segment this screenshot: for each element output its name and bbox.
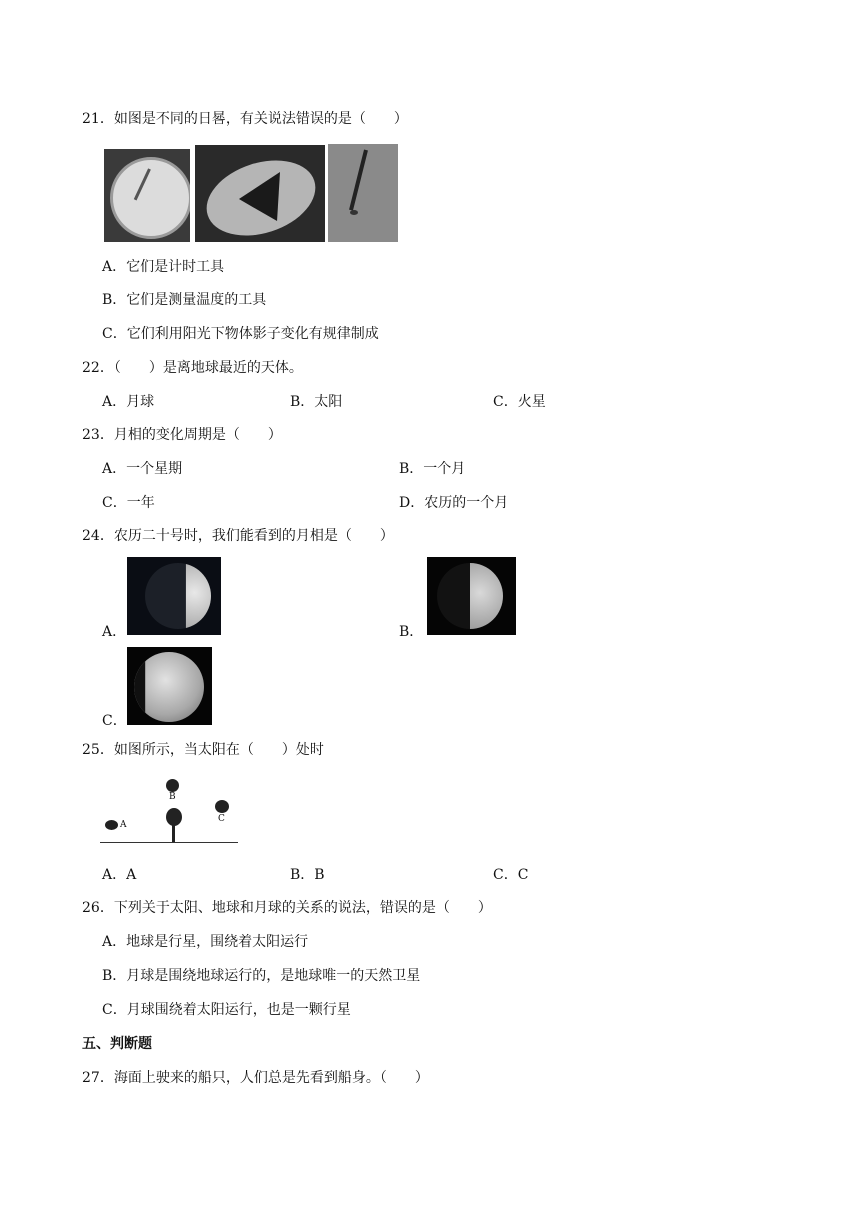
sun-b-icon bbox=[166, 779, 179, 792]
q22-option-c[interactable]: C．火星 bbox=[493, 394, 546, 410]
sundial-tilted-photo bbox=[195, 145, 325, 242]
label-a: A bbox=[120, 820, 127, 830]
sun-position-diagram bbox=[100, 775, 240, 847]
first-quarter-moon[interactable] bbox=[427, 557, 516, 635]
sun-c-icon bbox=[215, 800, 229, 813]
q24-option-c-label[interactable]: C． bbox=[102, 713, 127, 729]
question-21-stem: 21．如图是不同的日晷，有关说法错误的是（ ） bbox=[82, 111, 408, 127]
section-five-heading: 五、判断题 bbox=[82, 1036, 152, 1052]
sundial-stick-photo bbox=[328, 144, 398, 242]
question-25-stem: 25．如图所示，当太阳在（ ）处时 bbox=[82, 742, 324, 758]
q22-option-b[interactable]: B．太阳 bbox=[290, 394, 343, 410]
sun-a-icon bbox=[105, 820, 118, 830]
ground-line bbox=[100, 842, 238, 843]
q25-option-c[interactable]: C．C bbox=[493, 867, 529, 883]
q23-option-a[interactable]: A．一个星期 bbox=[102, 461, 183, 477]
q21-option-a[interactable]: A．它们是计时工具 bbox=[102, 259, 225, 275]
waning-crescent-moon[interactable] bbox=[127, 557, 221, 635]
q23-option-c[interactable]: C．一年 bbox=[102, 495, 155, 511]
question-27-stem: 27．海面上驶来的船只，人们总是先看到船身。（ ） bbox=[82, 1070, 429, 1086]
tree-icon bbox=[166, 808, 182, 826]
q24-option-a-label[interactable]: A． bbox=[102, 624, 127, 640]
label-c: C bbox=[218, 814, 225, 824]
q21-option-b[interactable]: B．它们是测量温度的工具 bbox=[102, 292, 267, 308]
waning-gibbous-moon[interactable] bbox=[127, 647, 212, 725]
question-24-stem: 24．农历二十号时，我们能看到的月相是（ ） bbox=[82, 528, 394, 544]
q26-option-a[interactable]: A．地球是行星，围绕着太阳运行 bbox=[102, 934, 309, 950]
question-23-stem: 23．月相的变化周期是（ ） bbox=[82, 427, 282, 443]
q25-option-a[interactable]: A．A bbox=[102, 867, 137, 883]
q23-option-d[interactable]: D．农历的一个月 bbox=[399, 495, 509, 511]
question-22-stem: 22．（ ）是离地球最近的天体。 bbox=[82, 360, 303, 376]
q26-option-b[interactable]: B．月球是围绕地球运行的，是地球唯一的天然卫星 bbox=[102, 968, 421, 984]
q22-option-a[interactable]: A．月球 bbox=[102, 394, 155, 410]
label-b: B bbox=[169, 792, 176, 802]
sundial-round-photo bbox=[104, 149, 190, 242]
q25-option-b[interactable]: B．B bbox=[290, 867, 325, 883]
q21-option-c[interactable]: C．它们利用阳光下物体影子变化有规律制成 bbox=[102, 326, 379, 342]
q23-option-b[interactable]: B．一个月 bbox=[399, 461, 466, 477]
question-26-stem: 26．下列关于太阳、地球和月球的关系的说法，错误的是（ ） bbox=[82, 900, 492, 916]
tree-trunk bbox=[172, 825, 175, 842]
q26-option-c[interactable]: C．月球围绕着太阳运行，也是一颗行星 bbox=[102, 1002, 351, 1018]
q24-option-b-label[interactable]: B． bbox=[399, 624, 424, 640]
